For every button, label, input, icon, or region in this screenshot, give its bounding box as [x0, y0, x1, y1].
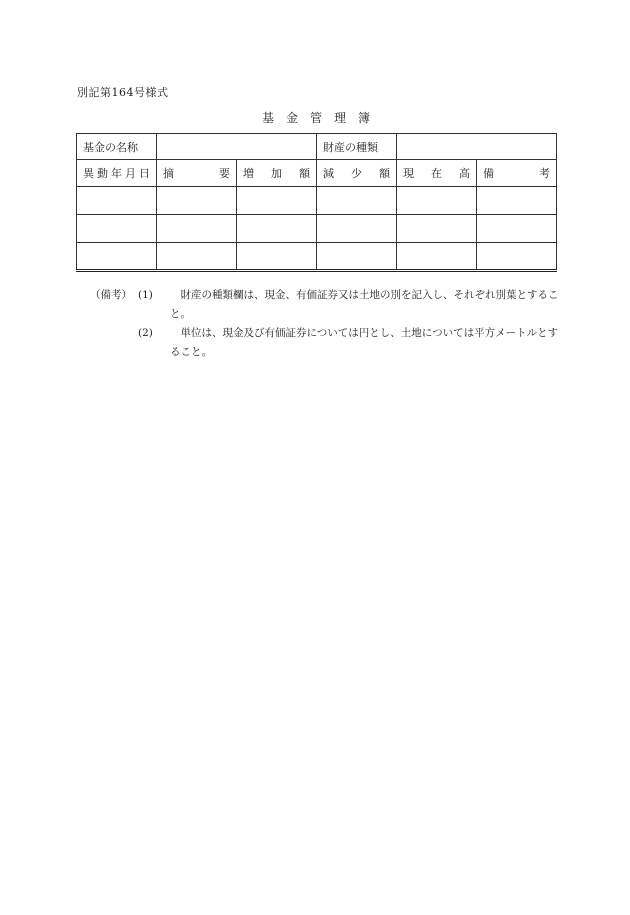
cell-summary[interactable] — [157, 187, 237, 215]
table-row — [77, 243, 557, 271]
table-row — [77, 215, 557, 243]
cell-change-date[interactable] — [77, 187, 157, 215]
notes-heading: （備考） — [90, 289, 132, 301]
header-current-balance — [397, 160, 477, 187]
cell-summary[interactable] — [157, 243, 237, 271]
cell-decrease-amount[interactable] — [317, 187, 397, 215]
document-title: 基 金 管 理 簿 — [261, 111, 370, 125]
cell-increase-amount[interactable] — [237, 243, 317, 271]
header-change-date — [77, 160, 157, 187]
column-header-char: 現 — [403, 167, 414, 180]
cell-current-balance[interactable] — [397, 215, 477, 243]
note-number: (2) — [138, 327, 153, 339]
cell-current-balance[interactable] — [397, 187, 477, 215]
asset-type-field[interactable] — [397, 134, 557, 160]
header-remarks — [477, 160, 557, 187]
column-header-char: 減 — [323, 167, 334, 180]
column-header-char: 高 — [459, 167, 470, 180]
column-header-char: 備 — [483, 167, 494, 180]
cell-decrease-amount[interactable] — [317, 243, 397, 271]
fund-name-field[interactable] — [157, 134, 317, 160]
note-text: 単位は、現金及び有価証券については円とし、土地については平方メートルとすること。 — [170, 327, 559, 358]
cell-current-balance[interactable] — [397, 243, 477, 271]
notes-section — [90, 286, 560, 362]
column-header-char: 額 — [299, 167, 310, 180]
header-decrease-amount — [317, 160, 397, 187]
cell-increase-amount[interactable] — [237, 187, 317, 215]
cell-increase-amount[interactable] — [237, 215, 317, 243]
asset-type-label: 財産の種類 — [317, 134, 397, 160]
cell-remarks[interactable] — [477, 215, 557, 243]
column-header-char: 額 — [379, 167, 390, 180]
column-header-char: 月 — [125, 167, 136, 180]
note-item — [138, 286, 560, 324]
note-text: 財産の種類欄は、現金、有価証券又は土地の別を記入し、それぞれ別葉とすること。 — [170, 289, 559, 320]
fund-name-label: 基金の名称 — [77, 134, 157, 160]
column-header-char: 増 — [243, 167, 254, 180]
cell-remarks[interactable] — [477, 243, 557, 271]
column-header-row — [77, 160, 557, 187]
header-summary — [157, 160, 237, 187]
column-header-char: 日 — [139, 167, 150, 180]
fund-ledger-table — [76, 133, 557, 272]
column-header-char: 少 — [351, 167, 362, 180]
column-header-char: 加 — [271, 167, 282, 180]
cell-remarks[interactable] — [477, 187, 557, 215]
form-number: 別記第164号様式 — [77, 86, 169, 99]
column-header-char: 摘 — [163, 167, 174, 180]
fund-info-row — [77, 134, 557, 160]
cell-change-date[interactable] — [77, 243, 157, 271]
column-header-char: 年 — [111, 167, 122, 180]
column-header-char: 考 — [539, 167, 550, 180]
column-header-char: 動 — [97, 167, 108, 180]
note-item — [138, 324, 560, 362]
cell-decrease-amount[interactable] — [317, 215, 397, 243]
cell-change-date[interactable] — [77, 215, 157, 243]
cell-summary[interactable] — [157, 215, 237, 243]
column-header-char: 在 — [431, 167, 442, 180]
column-header-char: 異 — [83, 167, 94, 180]
note-number: (1) — [138, 289, 153, 301]
header-increase-amount — [237, 160, 317, 187]
column-header-char: 要 — [219, 167, 230, 180]
table-row — [77, 187, 557, 215]
